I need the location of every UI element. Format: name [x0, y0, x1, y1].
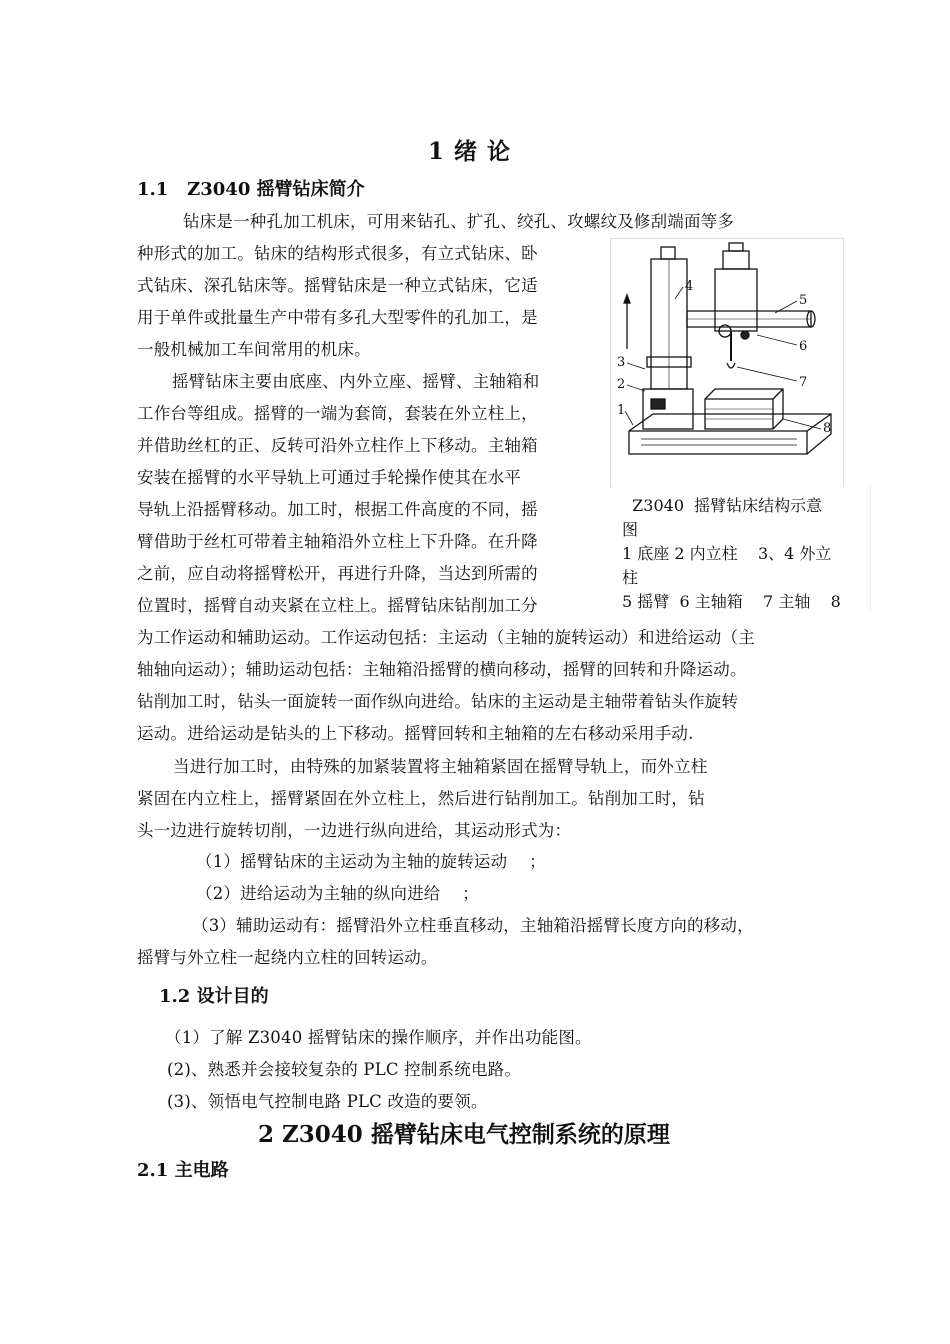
- para2-line: 摇臂钻床主要由底座、内外立座、摇臂、主轴箱和: [172, 372, 540, 391]
- caption-line: 1 底座 2 内立柱 3、4 外立: [622, 544, 832, 563]
- callout-label: 1: [617, 403, 626, 418]
- motion-item: 摇臂与外立柱一起绕内立柱的回转运动。: [137, 948, 438, 967]
- callout-label: 2: [617, 377, 626, 392]
- para1-line: 钻床是一种孔加工机床，可用来钻孔、扩孔、绞孔、攻螺纹及修刮端面等多: [183, 212, 735, 231]
- purpose-item: （1）了解 Z3040 摇臂钻床的操作顺序，并作出功能图。: [165, 1028, 592, 1047]
- caption-line: 柱: [622, 568, 639, 587]
- callout-label: 6: [799, 339, 808, 354]
- para2-line: 钻削加工时，钻头一面旋转一面作纵向进给。钻床的主运动是主轴带着钻头作旋转: [137, 692, 739, 711]
- chapter-1-title: 1 绪 论: [428, 138, 512, 165]
- section-1-1-heading: 1.1 Z3040 摇臂钻床简介: [137, 179, 365, 200]
- para2-line: 安装在摇臂的水平导轨上可通过手轮操作使其在水平: [137, 468, 522, 487]
- para2-line: 导轨上沿摇臂移动。加工时，根据工件高度的不同，摇: [137, 500, 538, 519]
- callout-label: 3: [617, 355, 626, 370]
- para2-line: 工作台等组成。摇臂的一端为套筒，套装在外立柱上，: [137, 404, 538, 423]
- chapter-2-title: 2 Z3040 摇臂钻床电气控制系统的原理: [258, 1121, 670, 1148]
- motion-item: （2）进给运动为主轴的纵向进给 ；: [196, 884, 479, 903]
- para3-line: 紧固在内立柱上，摇臂紧固在外立柱上，然后进行钻削加工。钻削加工时，钻: [137, 789, 705, 808]
- caption-line: 图: [622, 520, 639, 539]
- purpose-item: (3)、领悟电气控制电路 PLC 改造的要领。: [167, 1092, 488, 1111]
- para2-line: 运动。进给运动是钻头的上下移动。摇臂回转和主轴箱的左右移动采用手动.: [137, 724, 694, 743]
- para3-line: 当进行加工时，由特殊的加紧装置将主轴箱紧固在摇臂导轨上，而外立柱: [173, 757, 708, 776]
- para2-line: 为工作运动和辅助运动。工作运动包括：主运动（主轴的旋转运动）和进给运动（主: [137, 628, 755, 647]
- caption-line: 5 摇臂 6 主轴箱 7 主轴 8: [622, 592, 841, 610]
- section-2-1-heading: 2.1 主电路: [137, 1160, 229, 1181]
- caption-line: Z3040 摇臂钻床结构示意: [622, 496, 823, 515]
- callout-label: 8: [823, 421, 832, 436]
- purpose-item: (2)、熟悉并会接较复杂的 PLC 控制系统电路。: [167, 1060, 522, 1079]
- para2-line: 并借助丝杠的正、反转可沿外立柱作上下移动。主轴箱: [137, 436, 538, 455]
- para3-line: 头一边进行旋转切削，一边进行纵向进给，其运动形式为：: [137, 821, 572, 840]
- para1-line: 用于单件或批量生产中带有多孔大型零件的孔加工，是: [137, 308, 538, 327]
- drill-press-drawing: [611, 239, 843, 487]
- para1-line: 式钻床、深孔钻床等。摇臂钻床是一种立式钻床，它适: [137, 276, 538, 295]
- callout-label: 7: [799, 375, 808, 390]
- motion-item: （3）辅助运动有：摇臂沿外立柱垂直移动，主轴箱沿摇臂长度方向的移动，: [192, 916, 754, 935]
- section-1-2-heading: 1.2 设计目的: [159, 986, 269, 1007]
- drill-press-figure: [610, 238, 844, 488]
- para1-line: 一般机械加工车间常用的机床。: [137, 340, 371, 359]
- figure-caption: [612, 486, 871, 610]
- para2-line: 之前，应自动将摇臂松开，再进行升降，当达到所需的: [137, 564, 538, 583]
- motion-item: （1）摇臂钻床的主运动为主轴的旋转运动 ；: [196, 852, 546, 871]
- callout-label: 5: [799, 293, 808, 308]
- callout-label: 4: [685, 279, 694, 294]
- para2-line: 位置时，摇臂自动夹紧在立柱上。摇臂钻床钻削加工分: [137, 596, 538, 615]
- para2-line: 臂借助于丝杠可带着主轴箱沿外立柱上下升降。在升降: [137, 532, 538, 551]
- para2-line: 轴轴向运动）；辅助运动包括：主轴箱沿摇臂的横向移动，摇臂的回转和升降运动。: [137, 660, 747, 679]
- para1-line: 种形式的加工。钻床的结构形式很多，有立式钻床、卧: [137, 244, 538, 263]
